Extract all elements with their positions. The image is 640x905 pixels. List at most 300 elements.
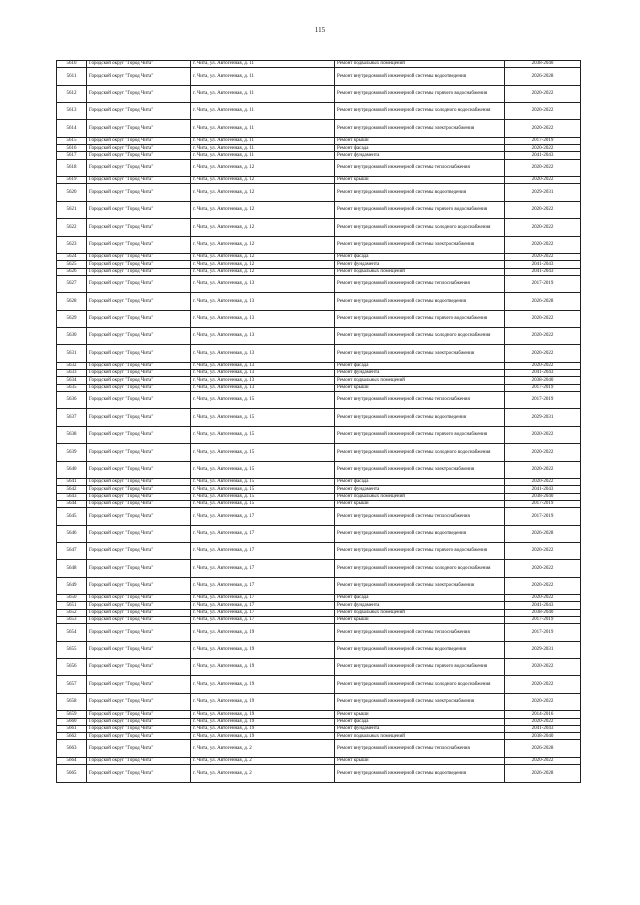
table-row <box>57 718 581 725</box>
period-cell: 2038-2040 <box>505 609 581 616</box>
work-type-cell: Ремонт крыши <box>335 137 505 144</box>
row-number: 5629 <box>57 310 87 327</box>
work-type-cell: Ремонт внутридомовой инженерной системы холодного водоснабжения <box>335 103 505 120</box>
table-row <box>57 293 581 310</box>
row-number: 5631 <box>57 345 87 362</box>
period-cell: 2041-2043 <box>505 268 581 275</box>
municipality-cell: Городской округ "Город Чита" <box>87 444 191 461</box>
period-cell: 2029-2031 <box>505 184 581 201</box>
work-type-cell: Ремонт внутридомовой инженерной системы горячего водоснабжения <box>335 659 505 676</box>
table-row <box>57 740 581 757</box>
row-number: 5624 <box>57 254 87 261</box>
work-type-cell: Ремонт внутридомовой инженерной системы горячего водоснабжения <box>335 201 505 218</box>
work-type-cell: Ремонт внутридомовой инженерной системы электроснабжения <box>335 461 505 478</box>
address-cell: г. Чита, ул. Автогенная, д. 15 <box>191 493 335 500</box>
table-row <box>57 542 581 559</box>
municipality-cell: Городской округ "Город Чита" <box>87 137 191 144</box>
period-cell: 2038-2040 <box>505 733 581 740</box>
municipality-cell: Городской округ "Город Чита" <box>87 693 191 710</box>
municipality-cell: Городской округ "Город Чита" <box>87 641 191 658</box>
table-row <box>57 219 581 236</box>
row-number: 5622 <box>57 219 87 236</box>
municipality-cell: Городской округ "Город Чита" <box>87 392 191 409</box>
table-row <box>57 676 581 693</box>
row-number: 5636 <box>57 392 87 409</box>
work-type-cell: Ремонт крыши <box>335 177 505 184</box>
work-type-cell: Ремонт фасада <box>335 362 505 369</box>
address-cell: г. Чита, ул. Автогенная, д. 2 <box>191 740 335 757</box>
table-row <box>57 177 581 184</box>
table-row <box>57 137 581 144</box>
period-cell: 2020-2022 <box>505 362 581 369</box>
work-type-cell: Ремонт фундамента <box>335 725 505 732</box>
table-row <box>57 493 581 500</box>
period-cell: 2020-2022 <box>505 478 581 485</box>
row-number: 5659 <box>57 711 87 718</box>
row-number: 5615 <box>57 137 87 144</box>
municipality-cell: Городской округ "Город Чита" <box>87 310 191 327</box>
period-cell: 2020-2022 <box>505 103 581 120</box>
table-row <box>57 152 581 159</box>
row-number: 5662 <box>57 733 87 740</box>
table-row <box>57 602 581 609</box>
work-type-cell: Ремонт крыши <box>335 711 505 718</box>
period-cell: 2020-2022 <box>505 595 581 602</box>
table-row <box>57 377 581 384</box>
row-number: 5639 <box>57 444 87 461</box>
period-cell: 2029-2031 <box>505 641 581 658</box>
address-cell: г. Чита, ул. Автогенная, д. 19 <box>191 718 335 725</box>
address-cell: г. Чита, ул. Автогенная, д. 19 <box>191 693 335 710</box>
period-cell: 2017-2019 <box>505 392 581 409</box>
row-number: 5665 <box>57 765 87 782</box>
municipality-cell: Городской округ "Город Чита" <box>87 508 191 525</box>
address-cell: г. Чита, ул. Автогенная, д. 13 <box>191 384 335 391</box>
municipality-cell: Городской округ "Город Чита" <box>87 145 191 152</box>
municipality-cell: Городской округ "Город Чита" <box>87 377 191 384</box>
row-number: 5653 <box>57 617 87 624</box>
period-cell: 2041-2043 <box>505 602 581 609</box>
municipality-cell: Городской округ "Город Чита" <box>87 268 191 275</box>
address-cell: г. Чита, ул. Автогенная, д. 13 <box>191 345 335 362</box>
table-row <box>57 254 581 261</box>
row-number: 5630 <box>57 328 87 345</box>
row-number: 5625 <box>57 261 87 268</box>
period-cell: 2029-2031 <box>505 409 581 426</box>
table-row <box>57 617 581 624</box>
address-cell: г. Чита, ул. Автогенная, д. 11 <box>191 145 335 152</box>
work-type-cell: Ремонт фасада <box>335 478 505 485</box>
table-row <box>57 641 581 658</box>
table-row <box>57 275 581 292</box>
address-cell: г. Чита, ул. Автогенная, д. 15 <box>191 409 335 426</box>
row-number: 5626 <box>57 268 87 275</box>
address-cell: г. Чита, ул. Автогенная, д. 11 <box>191 103 335 120</box>
work-type-cell: Ремонт внутридомовой инженерной системы теплоснабжения <box>335 508 505 525</box>
address-cell: г. Чита, ул. Автогенная, д. 12 <box>191 201 335 218</box>
period-cell: 2020-2022 <box>505 145 581 152</box>
municipality-cell: Городской округ "Город Чита" <box>87 624 191 641</box>
table-row <box>57 508 581 525</box>
table-row <box>57 268 581 275</box>
municipality-cell: Городской округ "Город Чита" <box>87 711 191 718</box>
municipality-cell: Городской округ "Город Чита" <box>87 254 191 261</box>
work-type-cell: Ремонт внутридомовой инженерной системы холодного водоснабжения <box>335 560 505 577</box>
municipality-cell: Городской округ "Город Чита" <box>87 275 191 292</box>
municipality-cell: Городской округ "Город Чита" <box>87 345 191 362</box>
municipality-cell: Городской округ "Город Чита" <box>87 740 191 757</box>
work-type-cell: Ремонт подвальных помещений <box>335 61 505 68</box>
table-row <box>57 711 581 718</box>
period-cell: 2020-2022 <box>505 693 581 710</box>
row-number: 5652 <box>57 609 87 616</box>
row-number: 5645 <box>57 508 87 525</box>
period-cell: 2020-2022 <box>505 219 581 236</box>
municipality-cell: Городской округ "Город Чита" <box>87 85 191 102</box>
municipality-cell: Городской округ "Город Чита" <box>87 725 191 732</box>
municipality-cell: Городской округ "Город Чита" <box>87 676 191 693</box>
period-cell: 2017-2019 <box>505 275 581 292</box>
row-number: 5621 <box>57 201 87 218</box>
table-row <box>57 345 581 362</box>
work-type-cell: Ремонт внутридомовой инженерной системы теплоснабжения <box>335 392 505 409</box>
row-number: 5623 <box>57 236 87 253</box>
work-type-cell: Ремонт фундамента <box>335 602 505 609</box>
period-cell: 2041-2043 <box>505 152 581 159</box>
table-row <box>57 261 581 268</box>
municipality-cell: Городской округ "Город Чита" <box>87 236 191 253</box>
address-cell: г. Чита, ул. Автогенная, д. 15 <box>191 392 335 409</box>
address-cell: г. Чита, ул. Автогенная, д. 17 <box>191 617 335 624</box>
municipality-cell: Городской округ "Город Чита" <box>87 184 191 201</box>
table-row <box>57 236 581 253</box>
work-type-cell: Ремонт внутридомовой инженерной системы теплоснабжения <box>335 159 505 176</box>
municipality-cell: Городской округ "Город Чита" <box>87 61 191 68</box>
table-row <box>57 159 581 176</box>
period-cell: 2020-2022 <box>505 159 581 176</box>
municipality-cell: Городской округ "Город Чита" <box>87 577 191 594</box>
address-cell: г. Чита, ул. Автогенная, д. 15 <box>191 500 335 507</box>
period-cell: 2017-2019 <box>505 500 581 507</box>
address-cell: г. Чита, ул. Автогенная, д. 12 <box>191 184 335 201</box>
period-cell: 2041-2043 <box>505 486 581 493</box>
address-cell: г. Чита, ул. Автогенная, д. 13 <box>191 362 335 369</box>
municipality-cell: Городской округ "Город Чита" <box>87 765 191 782</box>
table-row <box>57 184 581 201</box>
period-cell: 2026-2028 <box>505 765 581 782</box>
period-cell: 2026-2028 <box>505 740 581 757</box>
period-cell: 2020-2022 <box>505 426 581 443</box>
row-number: 5657 <box>57 676 87 693</box>
address-cell: г. Чита, ул. Автогенная, д. 17 <box>191 560 335 577</box>
municipality-cell: Городской округ "Город Чита" <box>87 733 191 740</box>
work-type-cell: Ремонт внутридомовой инженерной системы горячего водоснабжения <box>335 542 505 559</box>
row-number: 5664 <box>57 757 87 764</box>
row-number: 5633 <box>57 370 87 377</box>
table-row <box>57 409 581 426</box>
work-type-cell: Ремонт внутридомовой инженерной системы водоотведения <box>335 641 505 658</box>
municipality-cell: Городской округ "Город Чита" <box>87 500 191 507</box>
municipality-cell: Городской округ "Город Чита" <box>87 478 191 485</box>
municipality-cell: Городской округ "Город Чита" <box>87 426 191 443</box>
table-row <box>57 392 581 409</box>
address-cell: г. Чита, ул. Автогенная, д. 17 <box>191 525 335 542</box>
address-cell: г. Чита, ул. Автогенная, д. 19 <box>191 641 335 658</box>
address-cell: г. Чита, ул. Автогенная, д. 13 <box>191 293 335 310</box>
work-type-cell: Ремонт фасада <box>335 718 505 725</box>
work-type-cell: Ремонт фундамента <box>335 486 505 493</box>
work-type-cell: Ремонт внутридомовой инженерной системы теплоснабжения <box>335 740 505 757</box>
address-cell: г. Чита, ул. Автогенная, д. 15 <box>191 426 335 443</box>
period-cell: 2020-2022 <box>505 254 581 261</box>
address-cell: г. Чита, ул. Автогенная, д. 12 <box>191 268 335 275</box>
address-cell: г. Чита, ул. Автогенная, д. 19 <box>191 624 335 641</box>
row-number: 5663 <box>57 740 87 757</box>
municipality-cell: Городской округ "Город Чита" <box>87 493 191 500</box>
work-type-cell: Ремонт внутридомовой инженерной системы горячего водоснабжения <box>335 310 505 327</box>
address-cell: г. Чита, ул. Автогенная, д. 11 <box>191 61 335 68</box>
table-row <box>57 560 581 577</box>
work-type-cell: Ремонт внутридомовой инженерной системы водоотведения <box>335 293 505 310</box>
municipality-cell: Городской округ "Город Чита" <box>87 525 191 542</box>
address-cell: г. Чита, ул. Автогенная, д. 19 <box>191 733 335 740</box>
row-number: 5649 <box>57 577 87 594</box>
table-row <box>57 595 581 602</box>
municipality-cell: Городской округ "Город Чита" <box>87 219 191 236</box>
address-cell: г. Чита, ул. Автогенная, д. 17 <box>191 595 335 602</box>
row-number: 5614 <box>57 120 87 137</box>
period-cell: 2020-2022 <box>505 236 581 253</box>
address-cell: г. Чита, ул. Автогенная, д. 13 <box>191 310 335 327</box>
table-row <box>57 103 581 120</box>
work-type-cell: Ремонт внутридомовой инженерной системы электроснабжения <box>335 693 505 710</box>
table-row <box>57 486 581 493</box>
table-row <box>57 693 581 710</box>
municipality-cell: Городской округ "Город Чита" <box>87 409 191 426</box>
table-row <box>57 85 581 102</box>
address-cell: г. Чита, ул. Автогенная, д. 13 <box>191 328 335 345</box>
page-number: 115 <box>314 26 326 34</box>
table-row <box>57 370 581 377</box>
address-cell: г. Чита, ул. Автогенная, д. 19 <box>191 659 335 676</box>
municipality-cell: Городской округ "Город Чита" <box>87 617 191 624</box>
address-cell: г. Чита, ул. Автогенная, д. 2 <box>191 765 335 782</box>
table-row <box>57 61 581 68</box>
address-cell: г. Чита, ул. Автогенная, д. 11 <box>191 120 335 137</box>
table-row <box>57 733 581 740</box>
row-number: 5640 <box>57 461 87 478</box>
table-row <box>57 461 581 478</box>
table-row <box>57 500 581 507</box>
work-type-cell: Ремонт фасада <box>335 145 505 152</box>
address-cell: г. Чита, ул. Автогенная, д. 15 <box>191 461 335 478</box>
row-number: 5646 <box>57 525 87 542</box>
municipality-cell: Городской округ "Город Чита" <box>87 757 191 764</box>
table-row <box>57 362 581 369</box>
period-cell: 2020-2022 <box>505 718 581 725</box>
work-type-cell: Ремонт внутридомовой инженерной системы холодного водоснабжения <box>335 219 505 236</box>
address-cell: г. Чита, ул. Автогенная, д. 17 <box>191 577 335 594</box>
row-number: 5644 <box>57 500 87 507</box>
period-cell: 2038-2040 <box>505 377 581 384</box>
municipality-cell: Городской округ "Город Чита" <box>87 718 191 725</box>
row-number: 5627 <box>57 275 87 292</box>
work-type-cell: Ремонт крыши <box>335 757 505 764</box>
row-number: 5619 <box>57 177 87 184</box>
work-type-cell: Ремонт внутридомовой инженерной системы водоотведения <box>335 184 505 201</box>
work-type-cell: Ремонт внутридомовой инженерной системы электроснабжения <box>335 120 505 137</box>
period-cell: 2020-2022 <box>505 542 581 559</box>
row-number: 5643 <box>57 493 87 500</box>
period-cell: 2041-2043 <box>505 261 581 268</box>
municipality-cell: Городской округ "Город Чита" <box>87 659 191 676</box>
work-type-cell: Ремонт фундамента <box>335 261 505 268</box>
table-row <box>57 384 581 391</box>
period-cell: 2017-2019 <box>505 624 581 641</box>
address-cell: г. Чита, ул. Автогенная, д. 19 <box>191 711 335 718</box>
municipality-cell: Городской округ "Город Чита" <box>87 384 191 391</box>
work-type-cell: Ремонт внутридомовой инженерной системы водоотведения <box>335 68 505 85</box>
work-type-cell: Ремонт фундамента <box>335 370 505 377</box>
municipality-cell: Городской округ "Город Чита" <box>87 103 191 120</box>
period-cell: 2020-2022 <box>505 85 581 102</box>
work-type-cell: Ремонт подвальных помещений <box>335 268 505 275</box>
row-number: 5613 <box>57 103 87 120</box>
row-number: 5654 <box>57 624 87 641</box>
period-cell: 2020-2022 <box>505 676 581 693</box>
municipality-cell: Городской округ "Город Чита" <box>87 177 191 184</box>
period-cell: 2017-2019 <box>505 508 581 525</box>
row-number: 5628 <box>57 293 87 310</box>
address-cell: г. Чита, ул. Автогенная, д. 15 <box>191 478 335 485</box>
table-row <box>57 525 581 542</box>
work-type-cell: Ремонт подвальных помещений <box>335 609 505 616</box>
period-cell: 2041-2043 <box>505 370 581 377</box>
row-number: 5642 <box>57 486 87 493</box>
work-type-cell: Ремонт фасада <box>335 254 505 261</box>
table-row <box>57 328 581 345</box>
row-number: 5656 <box>57 659 87 676</box>
period-cell: 2026-2028 <box>505 293 581 310</box>
period-cell: 2020-2022 <box>505 345 581 362</box>
address-cell: г. Чита, ул. Автогенная, д. 17 <box>191 508 335 525</box>
period-cell: 2020-2022 <box>505 177 581 184</box>
address-cell: г. Чита, ул. Автогенная, д. 11 <box>191 137 335 144</box>
period-cell: 2026-2028 <box>505 525 581 542</box>
municipality-cell: Городской округ "Город Чита" <box>87 68 191 85</box>
row-number: 5634 <box>57 377 87 384</box>
table-row <box>57 201 581 218</box>
row-number: 5617 <box>57 152 87 159</box>
table-body <box>57 61 581 783</box>
table-row <box>57 757 581 764</box>
address-cell: г. Чита, ул. Автогенная, д. 13 <box>191 377 335 384</box>
municipality-cell: Городской округ "Город Чита" <box>87 293 191 310</box>
address-cell: г. Чита, ул. Автогенная, д. 11 <box>191 85 335 102</box>
period-cell: 2020-2022 <box>505 560 581 577</box>
row-number: 5610 <box>57 61 87 68</box>
period-cell: 2020-2022 <box>505 461 581 478</box>
address-cell: г. Чита, ул. Автогенная, д. 13 <box>191 275 335 292</box>
period-cell: 2020-2022 <box>505 577 581 594</box>
capital-repair-table <box>56 60 581 783</box>
row-number: 5655 <box>57 641 87 658</box>
work-type-cell: Ремонт внутридомовой инженерной системы водоотведения <box>335 409 505 426</box>
municipality-cell: Городской округ "Город Чита" <box>87 261 191 268</box>
row-number: 5638 <box>57 426 87 443</box>
municipality-cell: Городской округ "Город Чита" <box>87 609 191 616</box>
municipality-cell: Городской округ "Город Чита" <box>87 152 191 159</box>
address-cell: г. Чита, ул. Автогенная, д. 2 <box>191 757 335 764</box>
work-type-cell: Ремонт внутридомовой инженерной системы водоотведения <box>335 765 505 782</box>
municipality-cell: Городской округ "Город Чита" <box>87 560 191 577</box>
address-cell: г. Чита, ул. Автогенная, д. 12 <box>191 236 335 253</box>
municipality-cell: Городской округ "Город Чита" <box>87 201 191 218</box>
row-number: 5648 <box>57 560 87 577</box>
row-number: 5660 <box>57 718 87 725</box>
table-row <box>57 624 581 641</box>
work-type-cell: Ремонт крыши <box>335 500 505 507</box>
address-cell: г. Чита, ул. Автогенная, д. 15 <box>191 444 335 461</box>
address-cell: г. Чита, ул. Автогенная, д. 15 <box>191 486 335 493</box>
work-type-cell: Ремонт фундамента <box>335 152 505 159</box>
address-cell: г. Чита, ул. Автогенная, д. 17 <box>191 609 335 616</box>
table-row <box>57 577 581 594</box>
work-type-cell: Ремонт внутридомовой инженерной системы холодного водоснабжения <box>335 444 505 461</box>
table-row <box>57 310 581 327</box>
period-cell: 2038-2040 <box>505 493 581 500</box>
table-row <box>57 120 581 137</box>
municipality-cell: Городской округ "Город Чита" <box>87 542 191 559</box>
row-number: 5650 <box>57 595 87 602</box>
address-cell: г. Чита, ул. Автогенная, д. 17 <box>191 542 335 559</box>
period-cell: 2020-2022 <box>505 444 581 461</box>
period-cell: 2020-2022 <box>505 310 581 327</box>
municipality-cell: Городской округ "Город Чита" <box>87 602 191 609</box>
table-row <box>57 765 581 782</box>
municipality-cell: Городской округ "Город Чита" <box>87 120 191 137</box>
work-type-cell: Ремонт внутридомовой инженерной системы горячего водоснабжения <box>335 426 505 443</box>
table-row <box>57 659 581 676</box>
table-row <box>57 68 581 85</box>
work-type-cell: Ремонт внутридомовой инженерной системы теплоснабжения <box>335 624 505 641</box>
work-type-cell: Ремонт подвальных помещений <box>335 377 505 384</box>
period-cell: 2020-2022 <box>505 659 581 676</box>
row-number: 5612 <box>57 85 87 102</box>
work-type-cell: Ремонт внутридомовой инженерной системы холодного водоснабжения <box>335 676 505 693</box>
table-row <box>57 426 581 443</box>
period-cell: 2017-2019 <box>505 617 581 624</box>
work-type-cell: Ремонт внутридомовой инженерной системы электроснабжения <box>335 345 505 362</box>
table-row <box>57 725 581 732</box>
address-cell: г. Чита, ул. Автогенная, д. 12 <box>191 219 335 236</box>
row-number: 5661 <box>57 725 87 732</box>
address-cell: г. Чита, ул. Автогенная, д. 13 <box>191 370 335 377</box>
period-cell: 2038-2040 <box>505 61 581 68</box>
address-cell: г. Чита, ул. Автогенная, д. 11 <box>191 152 335 159</box>
work-type-cell: Ремонт подвальных помещений <box>335 733 505 740</box>
municipality-cell: Городской округ "Город Чита" <box>87 461 191 478</box>
address-cell: г. Чита, ул. Автогенная, д. 12 <box>191 159 335 176</box>
work-type-cell: Ремонт внутридомовой инженерной системы водоотведения <box>335 525 505 542</box>
period-cell: 2020-2022 <box>505 120 581 137</box>
address-cell: г. Чита, ул. Автогенная, д. 12 <box>191 254 335 261</box>
row-number: 5611 <box>57 68 87 85</box>
address-cell: г. Чита, ул. Автогенная, д. 19 <box>191 725 335 732</box>
period-cell: 2020-2022 <box>505 201 581 218</box>
row-number: 5637 <box>57 409 87 426</box>
work-type-cell: Ремонт фасада <box>335 595 505 602</box>
